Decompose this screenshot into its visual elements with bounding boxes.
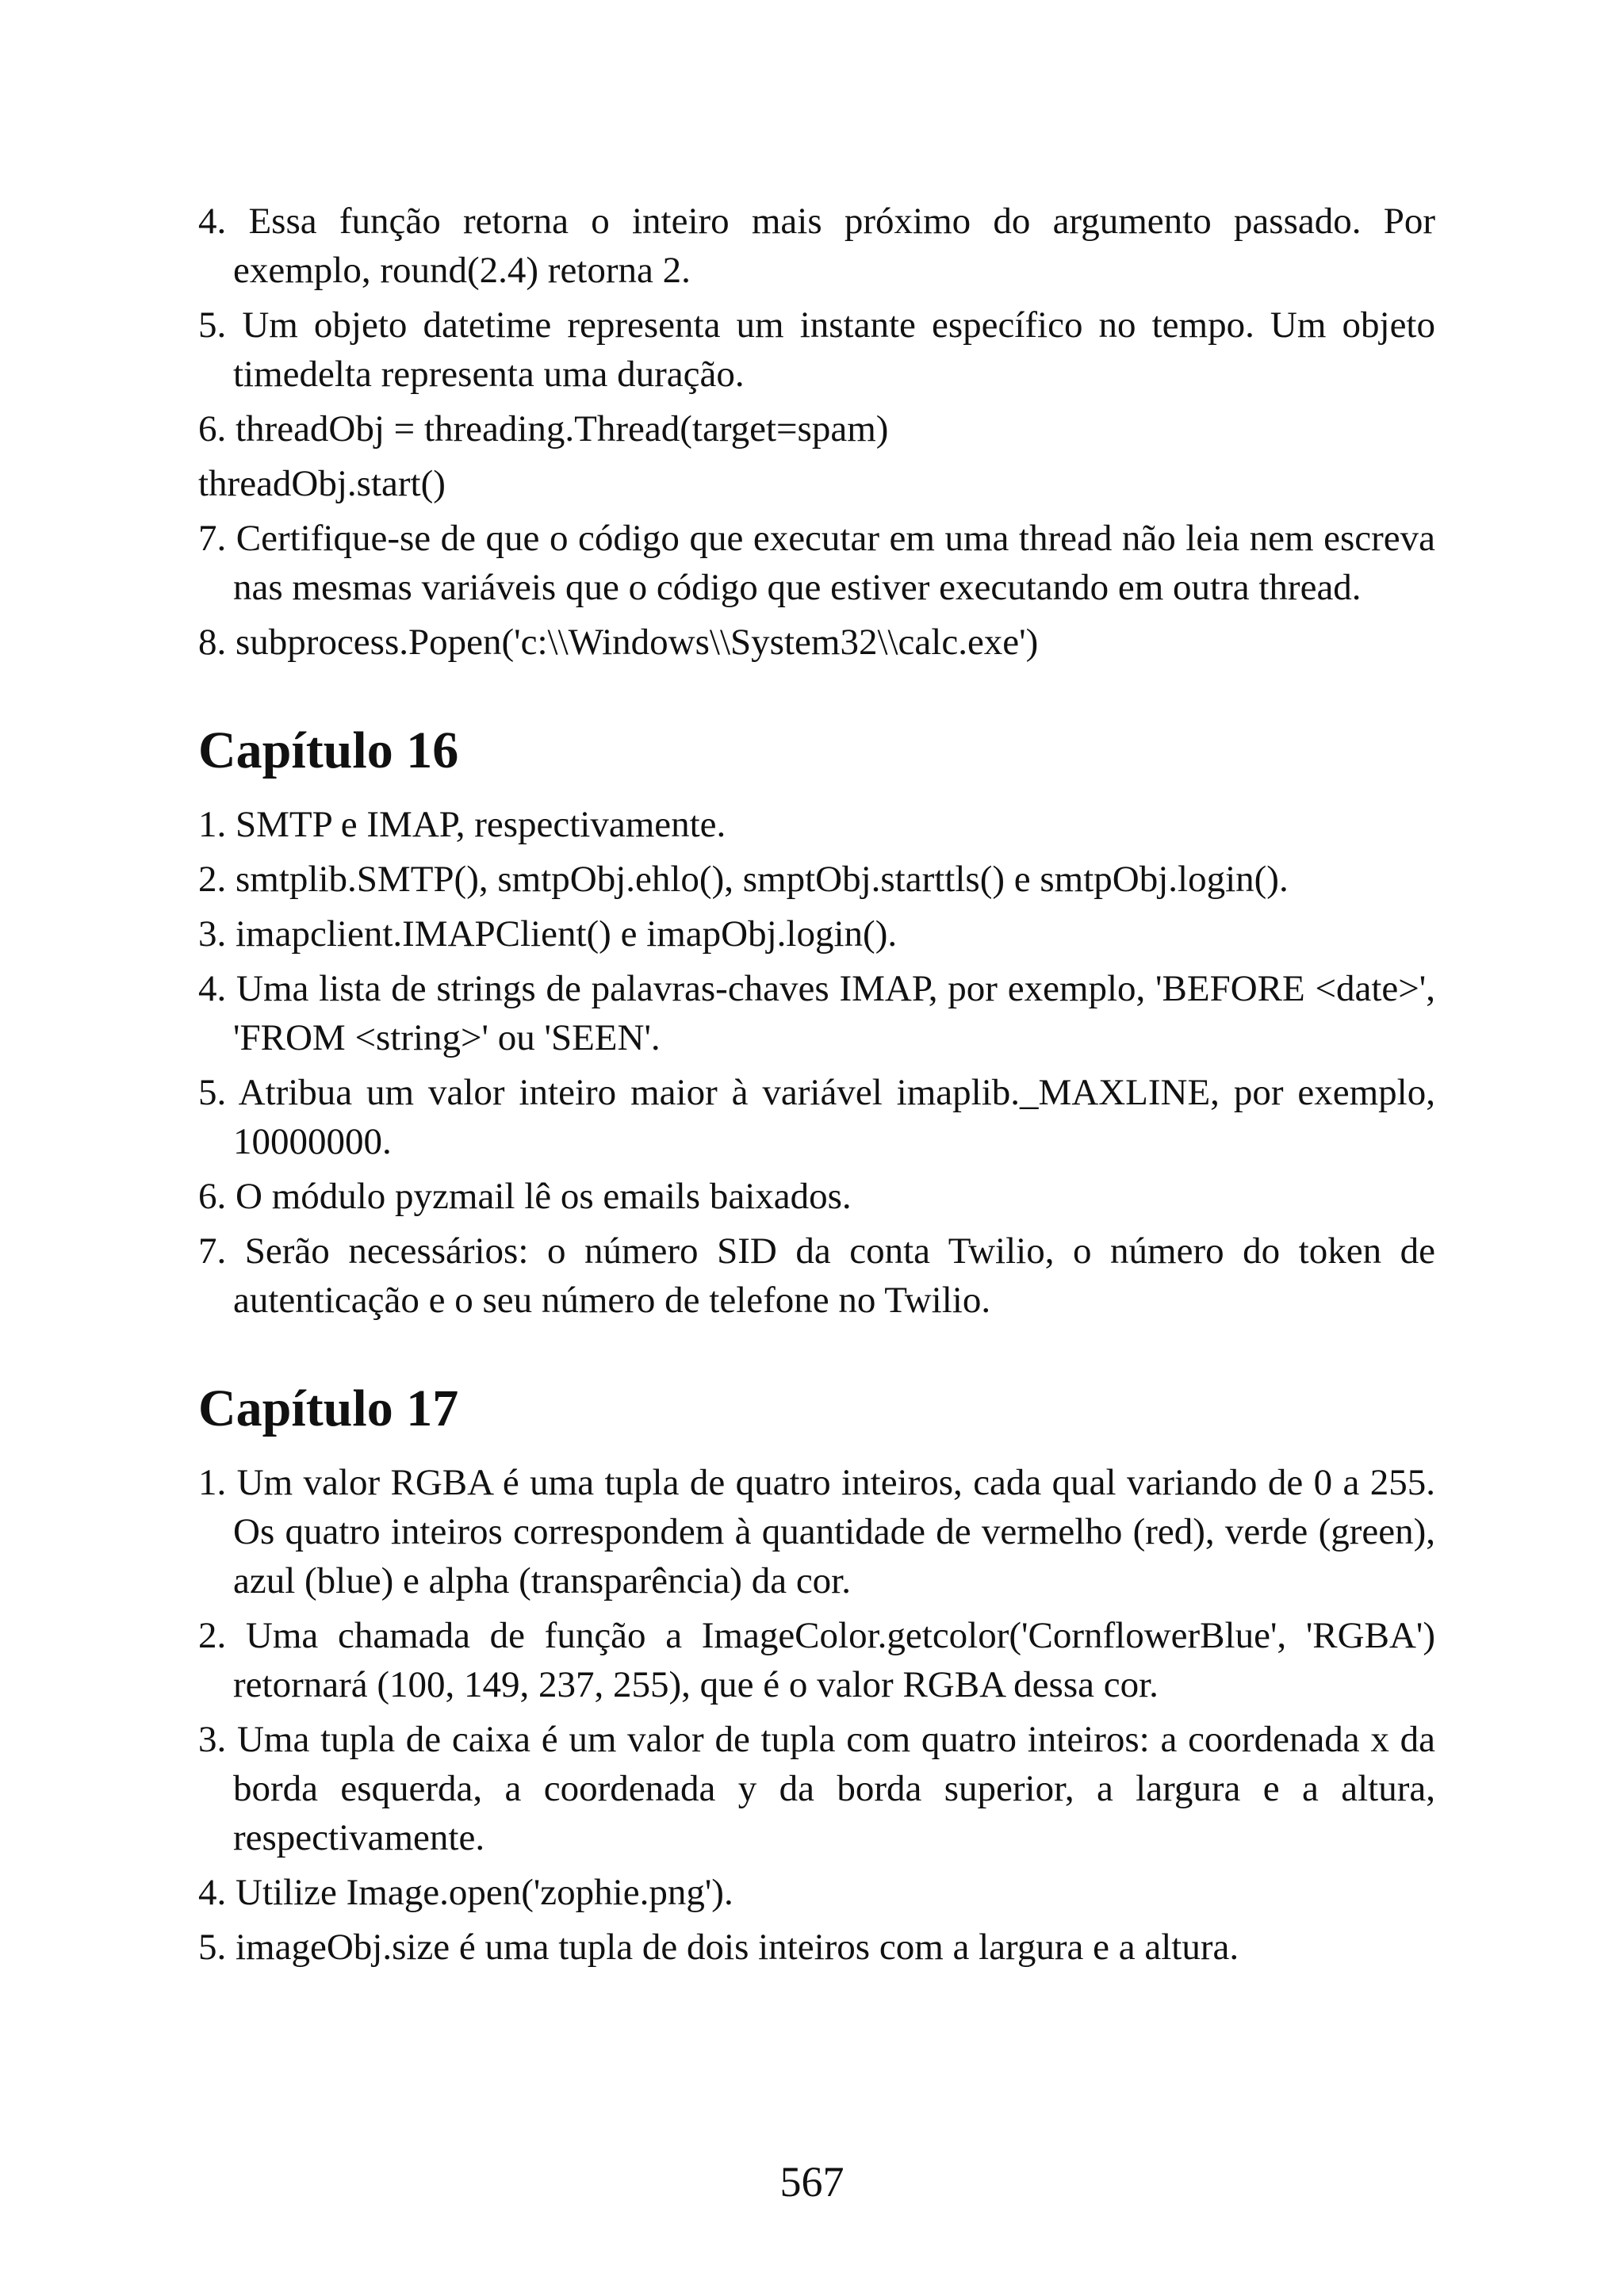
chapter-16-item-4: 4. Uma lista de strings de palavras-chaves IMAP, por exemplo, 'BEFORE <date>', 'FROM <string>' ou 'SEEN'.: [198, 968, 1435, 1058]
page-content: [198, 197, 1435, 1977]
page-number: 567: [779, 2158, 845, 2206]
answer-item-6: 6. threadObj = threading.Thread(target=spam): [198, 408, 889, 450]
answer-item-7: 7. Certifique-se de que o código que executar em uma thread não leia nem escreva nas mesmas variáveis que o código que estiver executando em outra thread.: [198, 518, 1435, 608]
chapter-16-item-7: 7. Serão necessários: o número SID da conta Twilio, o número do token de autenticação e o seu número de telefone no Twilio.: [198, 1230, 1435, 1321]
answer-item-8: 8. subprocess.Popen('c:\\Windows\\System32\\calc.exe'): [198, 622, 1039, 663]
chapter-16-item-2: 2. smtplib.SMTP(), smtpObj.ehlo(), smptObj.starttls() e smtpObj.login().: [198, 859, 1289, 900]
chapter-17-item-5: 5. imageObj.size é uma tupla de dois inteiros com a largura e a altura.: [198, 1927, 1239, 1968]
chapter-16-item-1: 1. SMTP e IMAP, respectivamente.: [198, 804, 726, 845]
answer-item-5: 5. Um objeto datetime representa um instante específico no tempo. Um objeto timedelta representa uma duração.: [198, 304, 1435, 395]
chapter-17-item-3: 3. Uma tupla de caixa é um valor de tupla com quatro inteiros: a coordenada x da borda esquerda, a coordenada y da borda superior, a largura e a altura, respectivamente.: [198, 1719, 1435, 1858]
chapter-17-item-2: 2. Uma chamada de função a ImageColor.getcolor('CornflowerBlue', 'RGBA') retornará (100, 149, 237, 255), que é o valor RGBA dessa cor.: [198, 1615, 1435, 1705]
answer-item-4: 4. Essa função retorna o inteiro mais próximo do argumento passado. Por exemplo, round(2.4) retorna 2.: [198, 201, 1435, 291]
chapter-16-item-3: 3. imapclient.IMAPClient() e imapObj.login().: [198, 913, 898, 955]
chapter-16-heading: Capítulo 16: [198, 721, 459, 779]
chapter-17-heading: Capítulo 17: [198, 1380, 459, 1437]
chapter-17-item-4: 4. Utilize Image.open('zophie.png').: [198, 1872, 733, 1913]
chapter-16-item-5: 5. Atribua um valor inteiro maior à variável imaplib._MAXLINE, por exemplo, 10000000.: [198, 1072, 1435, 1162]
answer-item-6-continuation: threadObj.start(): [198, 463, 446, 504]
chapter-16-item-6: 6. O módulo pyzmail lê os emails baixados.: [198, 1176, 852, 1217]
chapter-17-item-1: 1. Um valor RGBA é uma tupla de quatro inteiros, cada qual variando de 0 a 255. Os quatro inteiros correspondem à quantidade de vermelho (red), verde (green), azul (blue) e alpha (transparência) da cor.: [198, 1462, 1435, 1601]
